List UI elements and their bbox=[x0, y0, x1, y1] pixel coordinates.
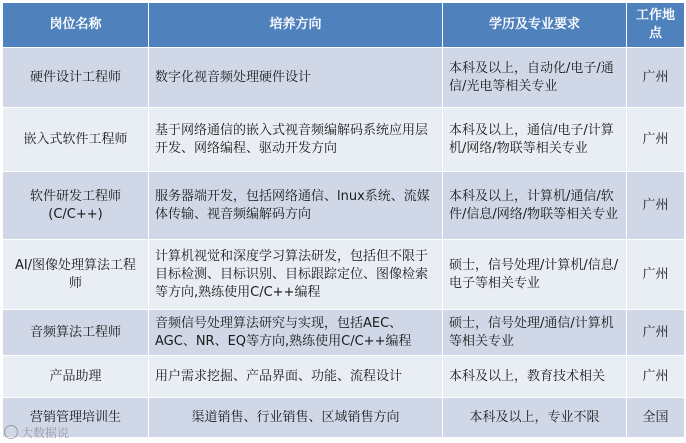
cell-requirement: 本科及以上，通信/电子/计算机/网络/物联等相关专业 bbox=[443, 108, 627, 172]
cell-position: 嵌入式软件工程师 bbox=[3, 108, 149, 172]
header-location: 工作地点 bbox=[627, 3, 685, 48]
cell-location: 全国 bbox=[627, 398, 685, 438]
table-row bbox=[3, 310, 685, 356]
cell-requirement: 本科及以上，计算机/通信/软件/信息/网络/物联等相关专业 bbox=[443, 172, 627, 240]
table-row bbox=[3, 172, 685, 240]
cell-location: 广州 bbox=[627, 310, 685, 356]
cell-position: 音频算法工程师 bbox=[3, 310, 149, 356]
cell-requirement: 硕士，信号处理/计算机/信息/电子等相关专业 bbox=[443, 240, 627, 310]
watermark bbox=[4, 424, 69, 441]
cell-direction: 数字化视音频处理硬件设计 bbox=[149, 48, 443, 108]
cell-direction: 渠道销售、行业销售、区域销售方向 bbox=[149, 398, 443, 438]
table-row bbox=[3, 356, 685, 398]
table-row bbox=[3, 108, 685, 172]
cell-direction: 计算机视觉和深度学习算法研发，包括但不限于目标检测、目标识别、目标跟踪定位、图像检索等方向,熟练使用C/C++编程 bbox=[149, 240, 443, 310]
table-row bbox=[3, 48, 685, 108]
cell-position: 软件研发工程师(C/C++) bbox=[3, 172, 149, 240]
table-row bbox=[3, 398, 685, 438]
cell-requirement: 硕士，信号处理/通信/计算机等相关专业 bbox=[443, 310, 627, 356]
cell-requirement: 本科及以上，教育技术相关 bbox=[443, 356, 627, 398]
watermark-logo-icon bbox=[4, 425, 18, 439]
cell-location: 广州 bbox=[627, 172, 685, 240]
cell-position: 硬件设计工程师 bbox=[3, 48, 149, 108]
table-header-row bbox=[3, 3, 685, 48]
cell-requirement: 本科及以上，专业不限 bbox=[443, 398, 627, 438]
cell-direction: 基于网络通信的嵌入式视音频编解码系统应用层开发、网络编程、驱动开发方向 bbox=[149, 108, 443, 172]
cell-direction: 服务器端开发，包括网络通信、lnux系统、流媒体传输、视音频编解码方向 bbox=[149, 172, 443, 240]
cell-position: 产品助理 bbox=[3, 356, 149, 398]
cell-direction: 音频信号处理算法研究与实现，包括AEC、AGC、NR、EQ等方向,熟练使用C/C++编程 bbox=[149, 310, 443, 356]
cell-location: 广州 bbox=[627, 108, 685, 172]
cell-position: 营销管理培训生 bbox=[3, 398, 149, 438]
header-direction: 培养方向 bbox=[149, 3, 443, 48]
header-position: 岗位名称 bbox=[3, 3, 149, 48]
job-table bbox=[2, 2, 685, 438]
cell-position: AI/图像处理算法工程师 bbox=[3, 240, 149, 310]
cell-location: 广州 bbox=[627, 240, 685, 310]
cell-direction: 用户需求挖掘、产品界面、功能、流程设计 bbox=[149, 356, 443, 398]
cell-requirement: 本科及以上，自动化/电子/通信/光电等相关专业 bbox=[443, 48, 627, 108]
header-requirement: 学历及专业要求 bbox=[443, 3, 627, 48]
watermark-text: 大数据说 bbox=[21, 426, 70, 440]
cell-location: 广州 bbox=[627, 48, 685, 108]
table-row bbox=[3, 240, 685, 310]
cell-location: 广州 bbox=[627, 356, 685, 398]
